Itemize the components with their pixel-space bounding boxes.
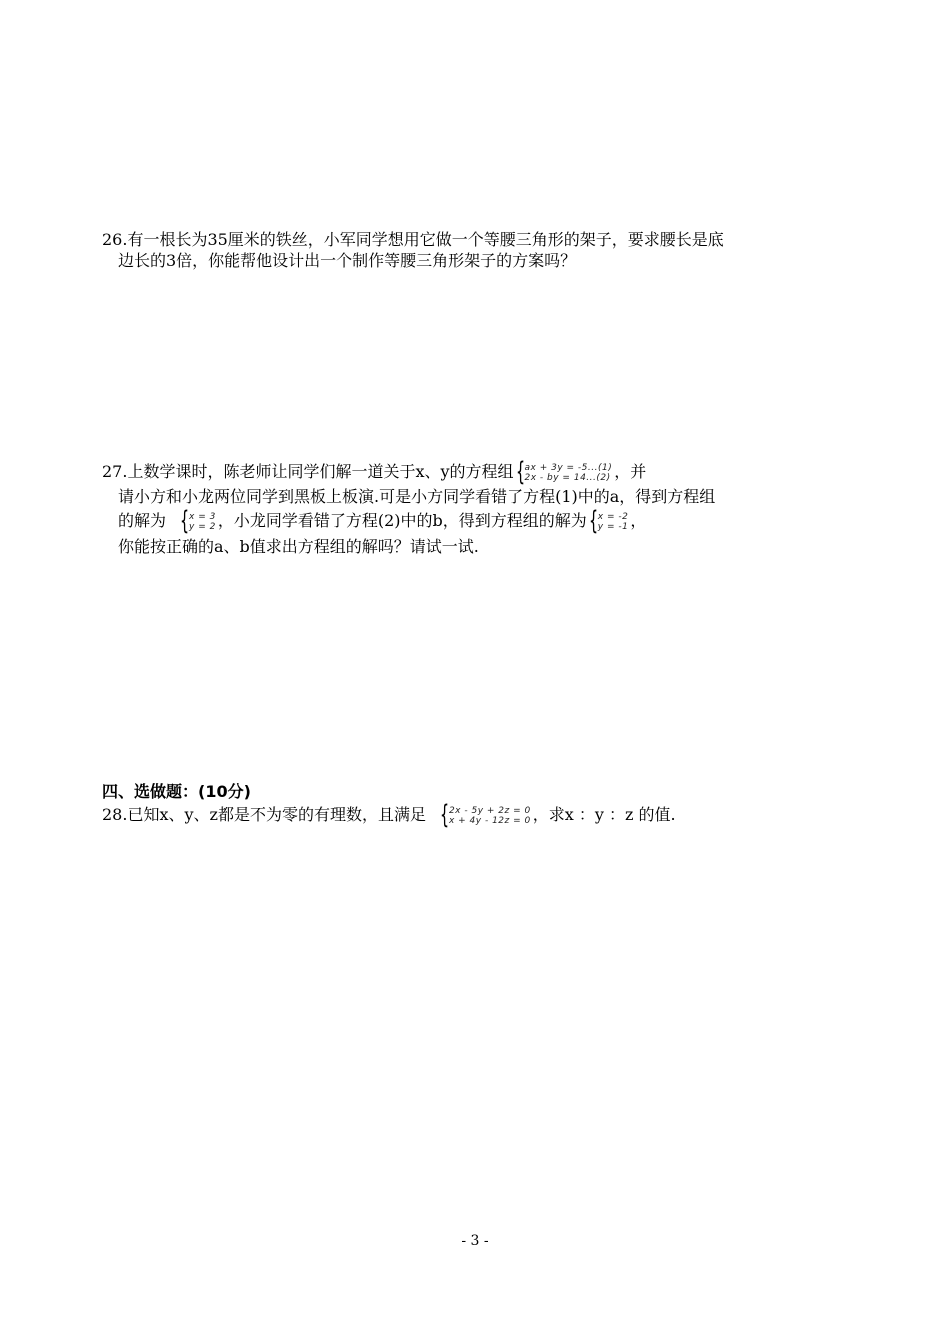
q26-line-2: 边长的3倍，你能帮他设计出一个制作等腰三角形架子的方案吗？ — [118, 251, 577, 270]
q27-solution-2 — [588, 506, 629, 537]
left-brace-icon: { — [180, 506, 190, 537]
page-number: - 3 - — [461, 1233, 489, 1249]
q27-solution-1 — [180, 506, 216, 537]
q27-solution-1-y: y = 2 — [189, 521, 216, 532]
q27-equation-system — [515, 457, 613, 488]
q28-equation-1: 2x - 5y + 2z = 0 — [448, 805, 531, 816]
section-heading: 四、选做题：(10分) — [102, 782, 251, 801]
q28-equation-system — [439, 800, 531, 831]
q27-line-3 — [118, 506, 647, 537]
q27-solution-2-x: x = -2 — [597, 511, 629, 522]
q27-solution-1-x: x = 3 — [189, 511, 216, 522]
q28-line — [102, 800, 676, 831]
q28-equation-2: x + 4y - 12z = 0 — [448, 815, 531, 826]
q27-line-2: 请小方和小龙两位同学到黑板上板演.可是小方同学看错了方程(1)中的a，得到方程组 — [118, 487, 716, 506]
q27-line-4: 你能按正确的a、b值求出方程组的解吗？请试一试. — [118, 537, 479, 556]
q27-text-start: 27.上数学课时，陈老师让同学们解一道关于x、y的方程组 — [102, 462, 514, 481]
q27-text-end: ，并 — [614, 462, 647, 481]
left-brace-icon: { — [515, 457, 525, 488]
q27-equation-1: ax + 3y = -5...(1) — [524, 462, 613, 473]
q28-text-start: 28.已知x、y、z都是不为零的有理数，且满足 — [102, 805, 426, 824]
q28-text-end: ，求x ：y ：z 的值. — [532, 805, 676, 824]
q27-text-middle: ，小龙同学看错了方程(2)中的b，得到方程组的解为 — [217, 511, 587, 530]
q27-equation-2: 2x - by = 14...(2) — [524, 472, 611, 483]
q27-solution-label: 的解为 — [118, 511, 167, 530]
left-brace-icon: { — [439, 800, 450, 831]
q27-solution-2-y: y = -1 — [597, 521, 629, 532]
left-brace-icon: { — [588, 506, 598, 537]
q27-line-1 — [102, 457, 647, 488]
q27-text-comma: ， — [630, 511, 647, 530]
q26-line-1: 26.有一根长为35厘米的铁丝，小军同学想用它做一个等腰三角形的架子，要求腰长是底 — [102, 230, 724, 249]
